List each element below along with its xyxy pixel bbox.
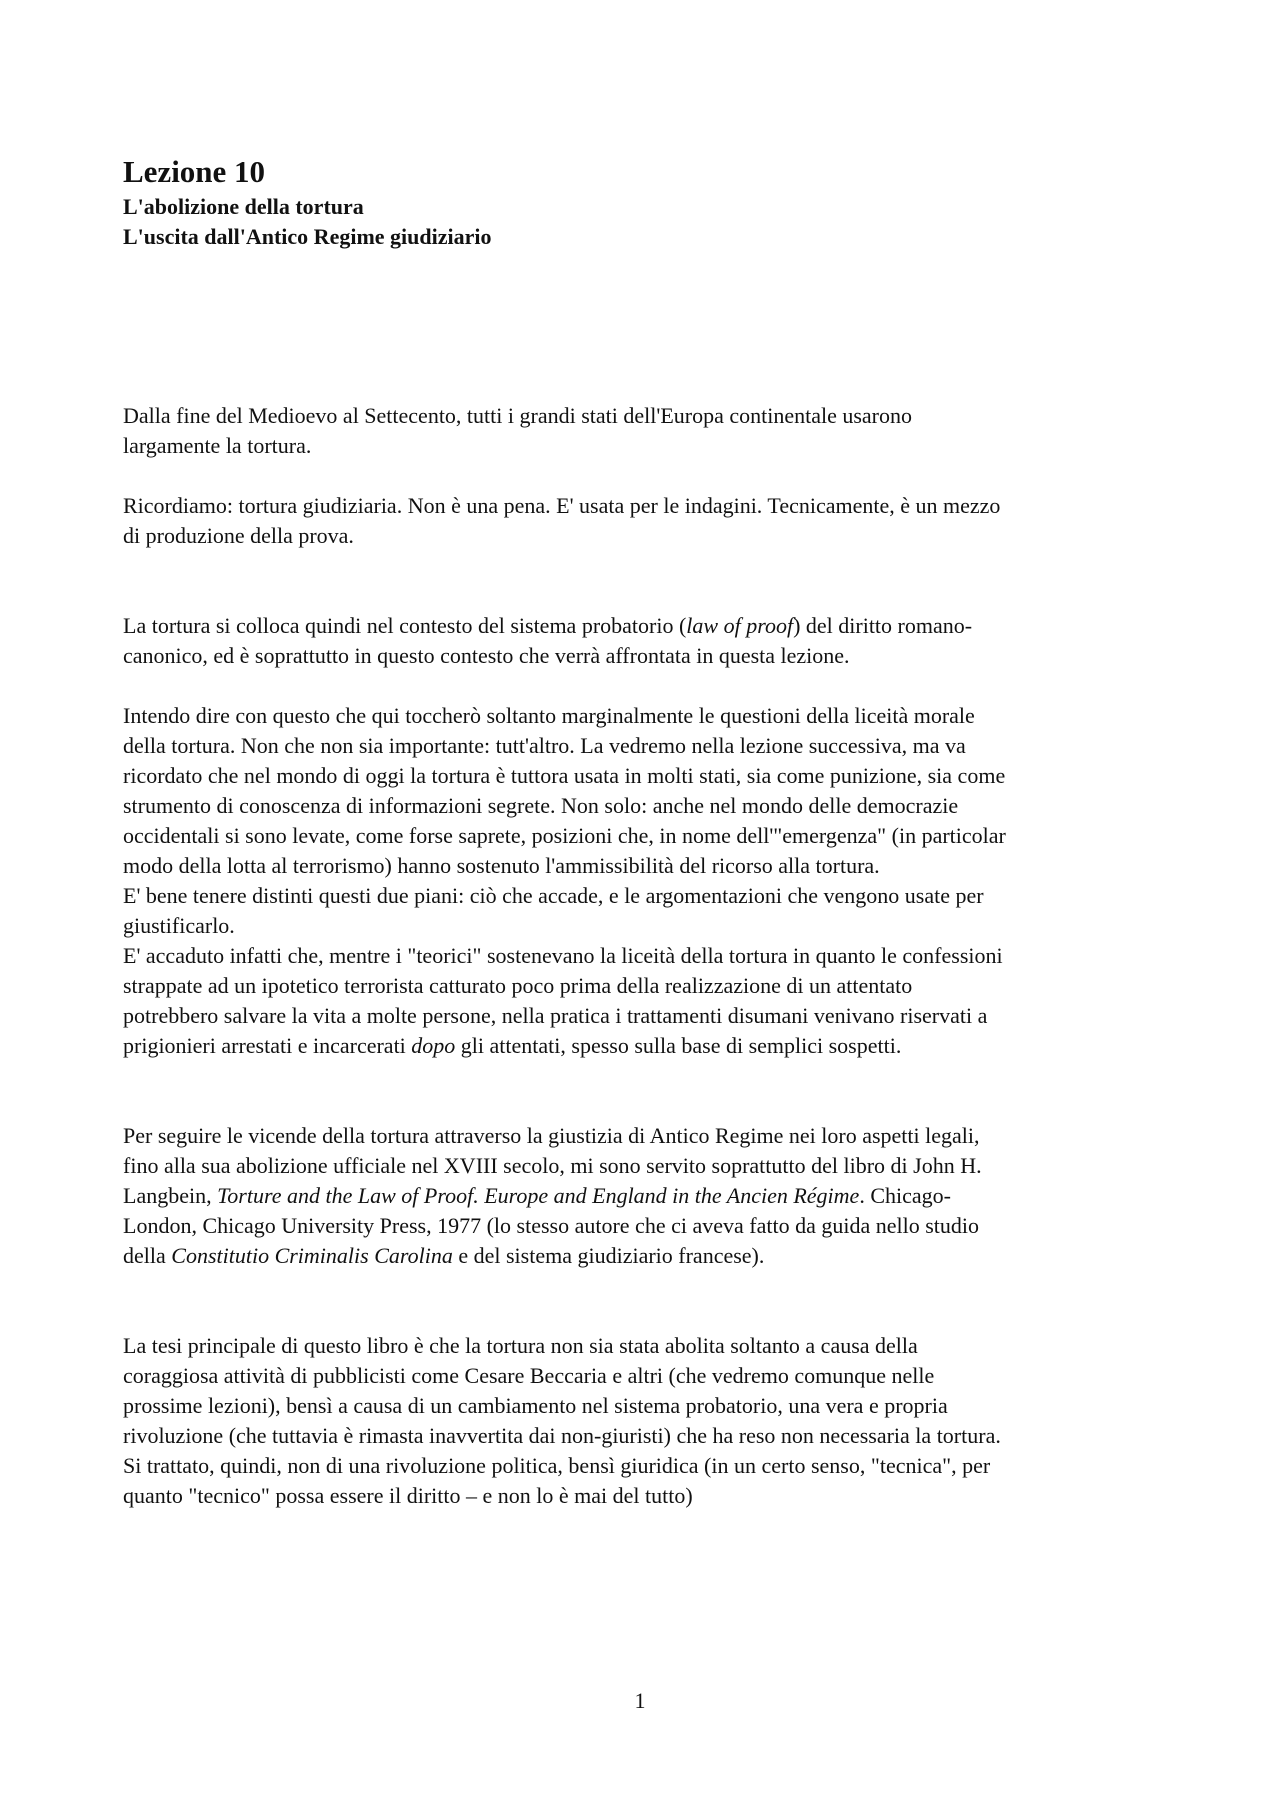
- book-title: Torture and the Law of Proof. Europe and England in the Ancien Régime: [217, 1183, 860, 1208]
- text-line: strappate ad un ipotetico terrorista catturato poco prima della realizzazione di un attentato: [123, 973, 913, 998]
- text-line: Intendo dire con questo che qui toccherò soltanto marginalmente le questioni della liceità morale: [123, 703, 975, 728]
- text-line: fino alla sua abolizione ufficiale nel XVIII secolo, mi sono servito soprattutto del libro di John H.: [123, 1153, 982, 1178]
- text-line: occidentali si sono levate, come forse saprete, posizioni che, in nome dell'"emergenza" (in particolar: [123, 823, 1006, 848]
- text-line: [123, 1031, 1173, 1061]
- paragraph: [123, 1331, 1173, 1511]
- text-run: prigionieri arrestati e incarcerati: [123, 1033, 412, 1058]
- text-line: [123, 1181, 1173, 1211]
- text-line: Per seguire le vicende della tortura attraverso la giustizia di Antico Regime nei loro aspetti legali,: [123, 1123, 980, 1148]
- document-header: [123, 152, 1163, 252]
- text-line: della tortura. Non che non sia importante: tutt'altro. La vedremo nella lezione successiva, ma va: [123, 733, 966, 758]
- lesson-title: Lezione 10: [123, 154, 266, 189]
- text-line: [123, 1241, 1173, 1271]
- text-line: Ricordiamo: tortura giudiziaria. Non è una pena. E' usata per le indagini. Tecnicamente, è un mezzo: [123, 493, 1001, 518]
- paragraph: [123, 611, 1173, 671]
- text-line: strumento di conoscenza di informazioni segrete. Non solo: anche nel mondo delle democrazie: [123, 793, 959, 818]
- text-line: ricordato che nel mondo di oggi la tortura è tuttora usata in molti stati, sia come punizione, sia come: [123, 763, 1006, 788]
- text-line: modo della lotta al terrorismo) hanno sostenuto l'ammissibilità del ricorso alla tortura.: [123, 853, 880, 878]
- document-body: [123, 401, 1173, 1511]
- lesson-subtitle: L'uscita dall'Antico Regime giudiziario: [123, 224, 492, 249]
- text-run: gli attentati, spesso sulla base di semplici sospetti.: [455, 1033, 902, 1058]
- text-line: E' accaduto infatti che, mentre i "teorici" sostenevano la liceità della tortura in quanto le confessioni: [123, 943, 1003, 968]
- text-line: rivoluzione (che tuttavia è rimasta inavvertita dai non-giuristi) che ha reso non necessaria la tortura.: [123, 1423, 1001, 1448]
- text-line: prossime lezioni), bensì a causa di un cambiamento nel sistema probatorio, una vera e propria: [123, 1393, 948, 1418]
- paragraph: [123, 701, 1173, 1061]
- lesson-subtitle: L'abolizione della tortura: [123, 194, 364, 219]
- text-run: Langbein,: [123, 1183, 218, 1208]
- text-line: London, Chicago University Press, 1977 (lo stesso autore che ci aveva fatto da guida nello studio: [123, 1213, 979, 1238]
- paragraph: [123, 1121, 1173, 1271]
- text-line: E' bene tenere distinti questi due piani: ciò che accade, e le argomentazioni che vengono usate per: [123, 883, 984, 908]
- text-run: della: [123, 1243, 172, 1268]
- text-line: potrebbero salvare la vita a molte persone, nella pratica i trattamenti disumani venivano riservati a: [123, 1003, 988, 1028]
- paragraph: [123, 401, 1173, 461]
- italic-term: dopo: [411, 1033, 456, 1058]
- text-line: Si trattato, quindi, non di una rivoluzione politica, bensì giuridica (in un certo senso, "tecnica", per: [123, 1453, 991, 1478]
- italic-term: law of proof: [686, 613, 794, 638]
- page-number: 1: [634, 1688, 646, 1713]
- text-line: largamente la tortura.: [123, 433, 312, 458]
- italic-term: Constitutio Criminalis Carolina: [171, 1243, 453, 1268]
- text-line: canonico, ed è soprattutto in questo contesto che verrà affrontata in questa lezione.: [123, 643, 850, 668]
- text-line: [123, 611, 1173, 641]
- text-line: coraggiosa attività di pubblicisti come Cesare Beccaria e altri (che vedremo comunque nelle: [123, 1363, 935, 1388]
- text-run: La tortura si colloca quindi nel contesto del sistema probatorio (: [123, 613, 687, 638]
- text-run: e del sistema giudiziario francese).: [452, 1243, 765, 1268]
- text-line: giustificarlo.: [123, 913, 235, 938]
- text-line: quanto "tecnico" possa essere il diritto – e non lo è mai del tutto): [123, 1483, 693, 1508]
- text-run: . Chicago-: [859, 1183, 951, 1208]
- text-line: Dalla fine del Medioevo al Settecento, tutti i grandi stati dell'Europa continentale usarono: [123, 403, 913, 428]
- text-line: La tesi principale di questo libro è che la tortura non sia stata abolita soltanto a causa della: [123, 1333, 918, 1358]
- text-line: di produzione della prova.: [123, 523, 354, 548]
- text-run: ) del diritto romano-: [793, 613, 973, 638]
- paragraph: [123, 491, 1173, 551]
